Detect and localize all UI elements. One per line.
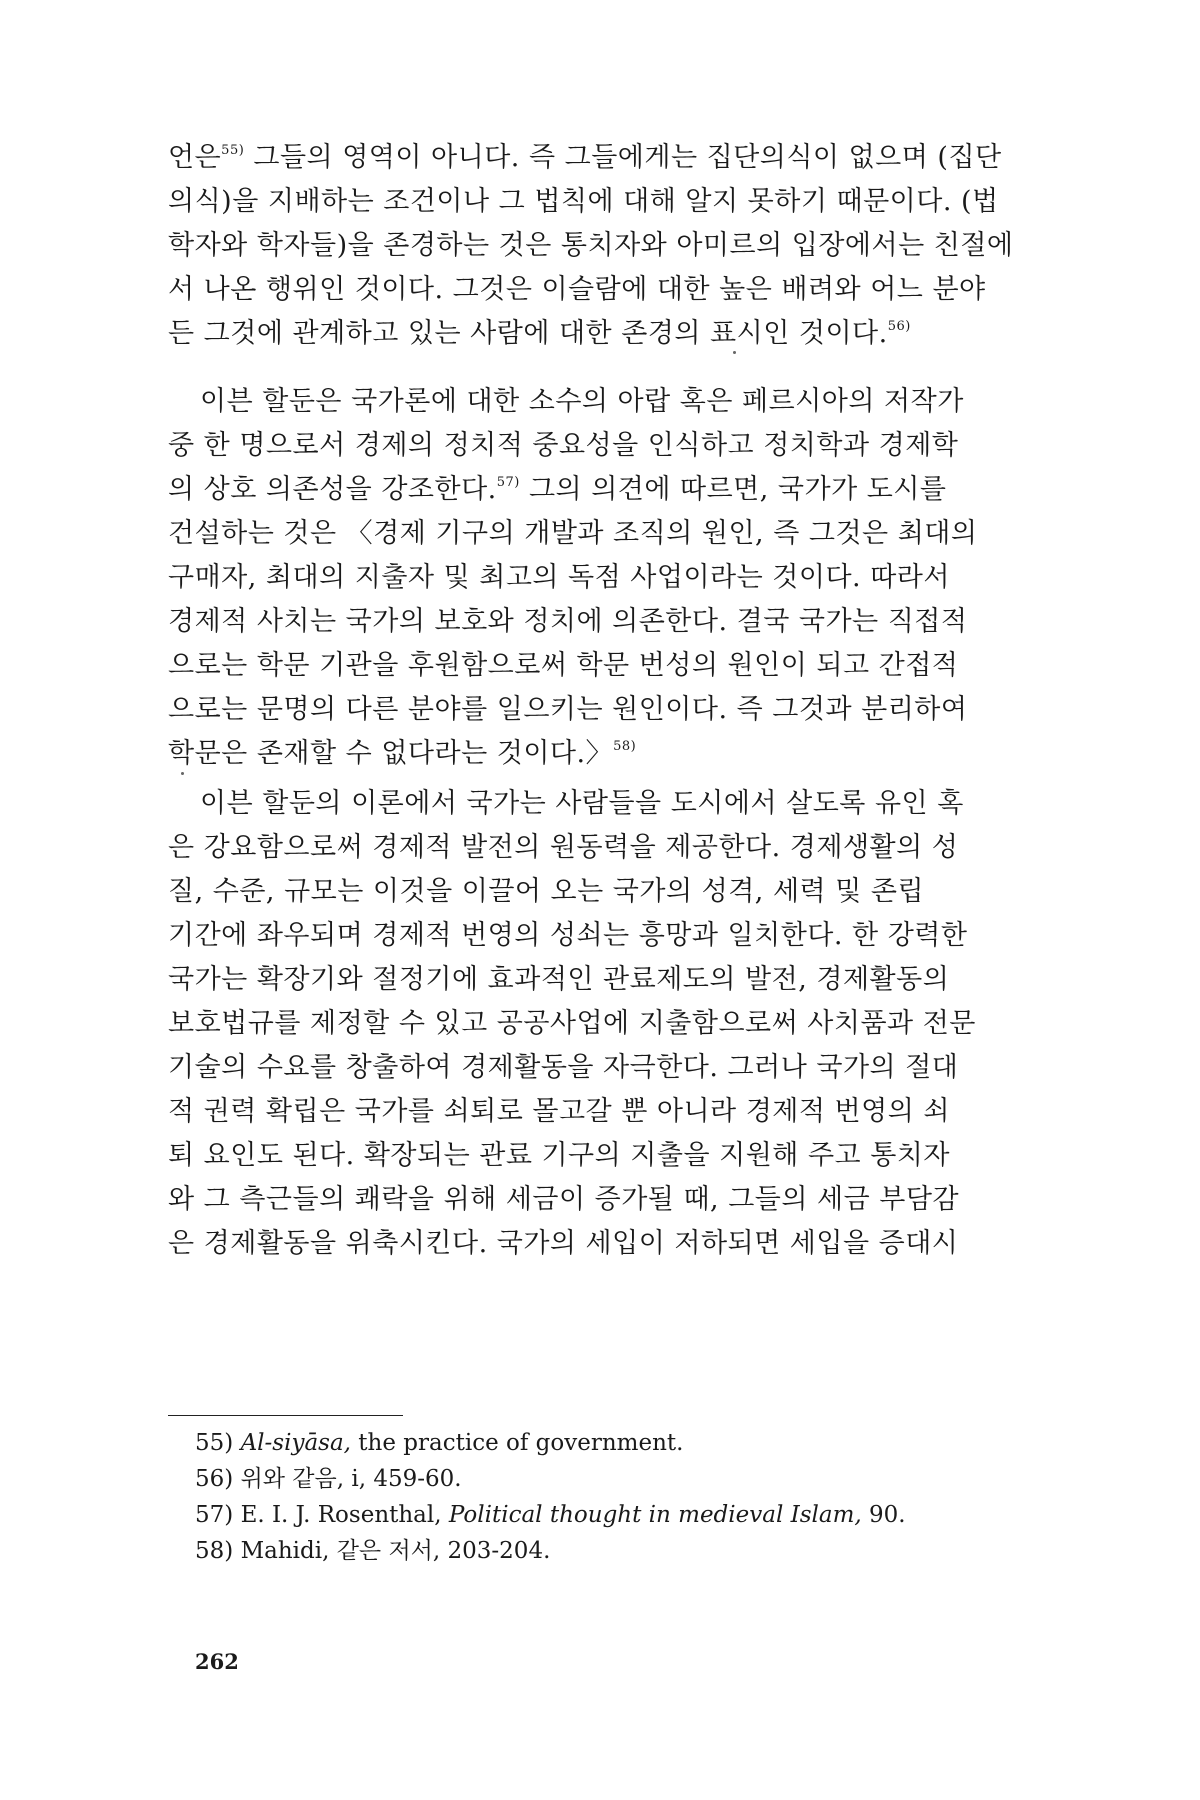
- text-line: 와 그 측근들의 쾌락을 위해 세금이 증가될 때, 그들의 세금 부담감: [168, 1184, 960, 1215]
- text-line: 중 한 명으로서 경제의 정치적 중요성을 인식하고 정치학과 경제학: [168, 430, 959, 461]
- text-line: 으로는 학문 기관을 후원함으로써 학문 번성의 원인이 되고 간접적: [168, 650, 959, 681]
- footnote-57: 57) E. I. J. Rosenthal, Political thought in medieval Islam, 90.: [195, 1502, 906, 1528]
- text-line: 기간에 좌우되며 경제적 번영의 성쇠는 흥망과 일치한다. 한 강력한: [168, 920, 968, 951]
- text-line: 으로는 문명의 다른 분야를 일으키는 원인이다. 즉 그것과 분리하여: [168, 694, 968, 725]
- footnote-58: 58) Mahidi, 같은 저서, 203-204.: [195, 1538, 551, 1564]
- footnote-divider: [168, 1415, 403, 1416]
- text-line: 경제적 사치는 국가의 보호와 정치에 의존한다. 결국 국가는 직접적: [168, 606, 968, 637]
- page-number: 262: [195, 1649, 239, 1674]
- text-line: 건설하는 것은 〈경제 기구의 개발과 조직의 원인, 즉 그것은 최대의: [168, 518, 978, 549]
- text-line: 적 권력 확립은 국가를 쇠퇴로 몰고갈 뿐 아니라 경제적 번영의 쇠: [168, 1096, 950, 1127]
- footnote-ref: 55): [221, 143, 245, 158]
- text-line: 국가는 확장기와 절정기에 효과적인 관료제도의 발전, 경제활동의: [168, 964, 950, 995]
- text-line: 언은$^{55)}$ 그들의 영역이 아니다. 즉 그들에게는 집단의식이 없으며 (집단: [168, 142, 1002, 173]
- speck: [181, 772, 184, 775]
- text-line: 서 나온 행위인 것이다. 그것은 이슬람에 대한 높은 배려와 어느 분야: [168, 274, 986, 305]
- text-line: 보호법규를 제정할 수 있고 공공사업에 지출함으로써 사치품과 전문: [168, 1008, 976, 1039]
- text-line: 이븐 할둔은 국가론에 대한 소수의 아랍 혹은 페르시아의 저작가: [200, 386, 964, 417]
- footnote-ref: 58): [613, 739, 637, 754]
- text-line: 학문은 존재할 수 없다라는 것이다.〉$^{58)}$: [168, 738, 637, 769]
- text-line: 의 상호 의존성을 강조한다.$^{57)}$ 그의 의견에 따르면, 국가가 도시를: [168, 474, 947, 505]
- text-line: 학자와 학자들)을 존경하는 것은 통치자와 아미르의 입장에서는 친절에: [168, 230, 1014, 261]
- text-line: 기술의 수요를 창출하여 경제활동을 자극한다. 그러나 국가의 절대: [168, 1052, 959, 1083]
- footnote-ref: 56): [887, 319, 911, 334]
- footnote-55: 55) Al-siyāsa, the practice of government.: [195, 1430, 684, 1456]
- text-line: 은 강요함으로써 경제적 발전의 원동력을 제공한다. 경제생활의 성: [168, 832, 959, 863]
- text-line: 의식)을 지배하는 조건이나 그 법칙에 대해 알지 못하기 때문이다. (법: [168, 186, 999, 217]
- text-line: 구매자, 최대의 지출자 및 최고의 독점 사업이라는 것이다. 따라서: [168, 562, 950, 593]
- text-line: 퇴 요인도 된다. 확장되는 관료 기구의 지출을 지원해 주고 통치자: [168, 1140, 950, 1171]
- speck: [733, 351, 736, 354]
- footnote-ref: 57): [496, 475, 520, 490]
- text-line: 이븐 할둔의 이론에서 국가는 사람들을 도시에서 살도록 유인 혹: [200, 788, 964, 819]
- text-line: 은 경제활동을 위축시킨다. 국가의 세입이 저하되면 세입을 증대시: [168, 1228, 959, 1259]
- footnote-56: 56) 위와 같음, i, 459-60.: [195, 1466, 462, 1492]
- text-line: 질, 수준, 규모는 이것을 이끌어 오는 국가의 성격, 세력 및 존립: [168, 876, 925, 907]
- text-line: 든 그것에 관계하고 있는 사람에 대한 존경의 표시인 것이다.$^{56)}$: [168, 318, 911, 349]
